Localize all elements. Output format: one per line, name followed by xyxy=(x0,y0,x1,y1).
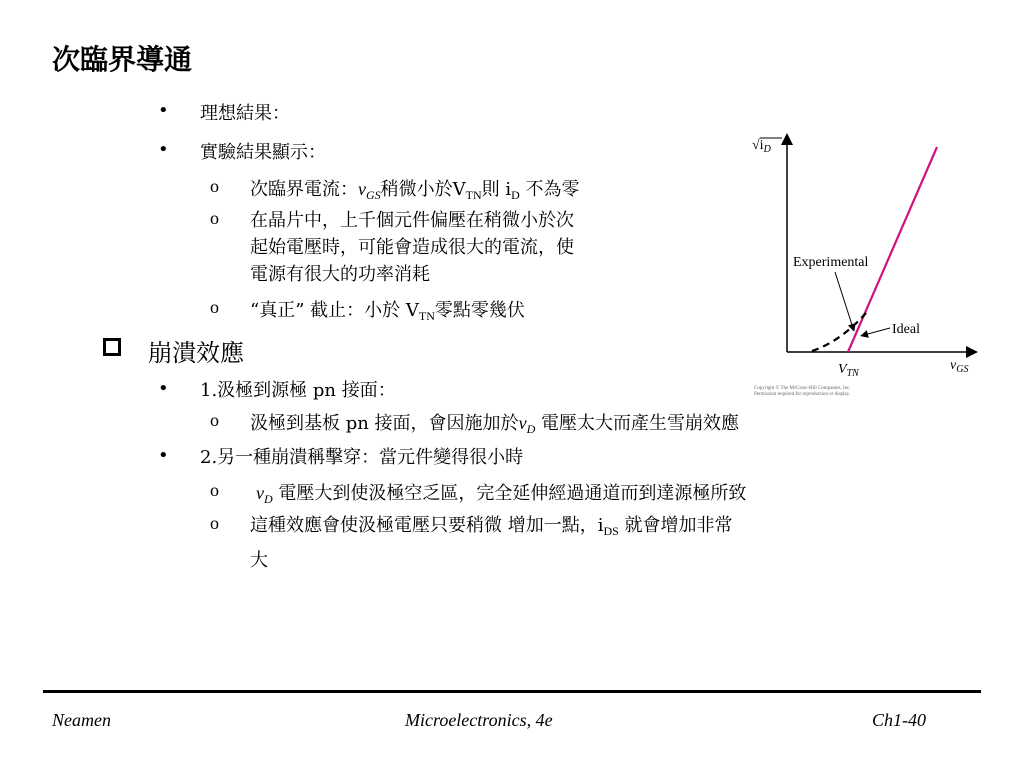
sub-bullet-marker: o xyxy=(210,297,219,317)
footer-page-number: Ch1-40 xyxy=(872,710,926,730)
experimental-curve xyxy=(812,313,866,351)
copyright-line-1: Copyright © The McGraw-Hill Companies, Inc. xyxy=(754,386,851,391)
power-dissipation-text: 在晶片中，上千個元件偏壓在稍微小於次 起始電壓時，可能會造成很大的電流，使 電源有很大的功率消耗 xyxy=(250,210,574,285)
bullet-dot: • xyxy=(158,378,169,399)
depletion-line: $v_D$ 電壓大到使汲極空乏區，完全延伸經過通道而到達源極所致 xyxy=(256,483,747,506)
bullet-dot: • xyxy=(158,100,169,121)
slide-title: 次臨界導通 xyxy=(52,43,193,76)
footer-book-title: Microelectronics, 4e xyxy=(405,710,553,730)
experimental-pointer xyxy=(835,272,853,328)
footer-author: Neamen xyxy=(52,710,111,730)
sub-bullet-marker: o xyxy=(210,208,219,228)
punch-through-bullet: 2.另一種崩潰稱擊穿：當元件變得很小時 xyxy=(200,447,524,468)
y-axis-label: $√i_D$ xyxy=(752,138,771,155)
footer-divider xyxy=(43,690,981,693)
bullet-experimental-result: 實驗結果顯示： xyxy=(200,142,326,163)
sub-bullet-marker: o xyxy=(210,513,219,533)
bullet-dot: • xyxy=(158,445,169,466)
experimental-label: Experimental xyxy=(793,255,869,270)
subthreshold-current-line: 次臨界電流：$v_{GS}$稍微小於$V_{TN}$則 $i_D$ 不為零 xyxy=(250,179,580,202)
ids-increase-line: 這種效應會使汲極電壓只要稍微 增加一點，$i_{DS}$ 就會增加非常 大 xyxy=(250,515,733,571)
subthreshold-figure xyxy=(740,125,990,405)
true-cutoff-line: “真正” 截止：小於 $V_{TN}$零點零幾伏 xyxy=(250,300,525,323)
sub-bullet-marker: o xyxy=(210,176,219,196)
bullet-ideal-result: 理想結果： xyxy=(200,103,290,124)
drain-source-junction: 1.汲極到源極 pn 接面： xyxy=(200,380,396,401)
avalanche-line: 汲極到基板 pn 接面，會因施加於$v_D$ 電壓太大而產生雪崩效應 xyxy=(250,413,739,436)
x-axis-label: $v_{GS}$ xyxy=(950,358,969,375)
section-breakdown-effect: 崩潰效應 xyxy=(148,339,244,367)
vtn-label: $V_{TN}$ xyxy=(838,362,859,379)
ideal-label: Ideal xyxy=(892,322,920,337)
ideal-pointer xyxy=(864,328,890,335)
section-square-bullet xyxy=(103,338,121,356)
copyright-line-2: Permission required for reproduction or display. xyxy=(754,392,851,397)
sub-bullet-marker: o xyxy=(210,480,219,500)
sub-bullet-marker: o xyxy=(210,410,219,430)
bullet-dot: • xyxy=(158,139,169,160)
